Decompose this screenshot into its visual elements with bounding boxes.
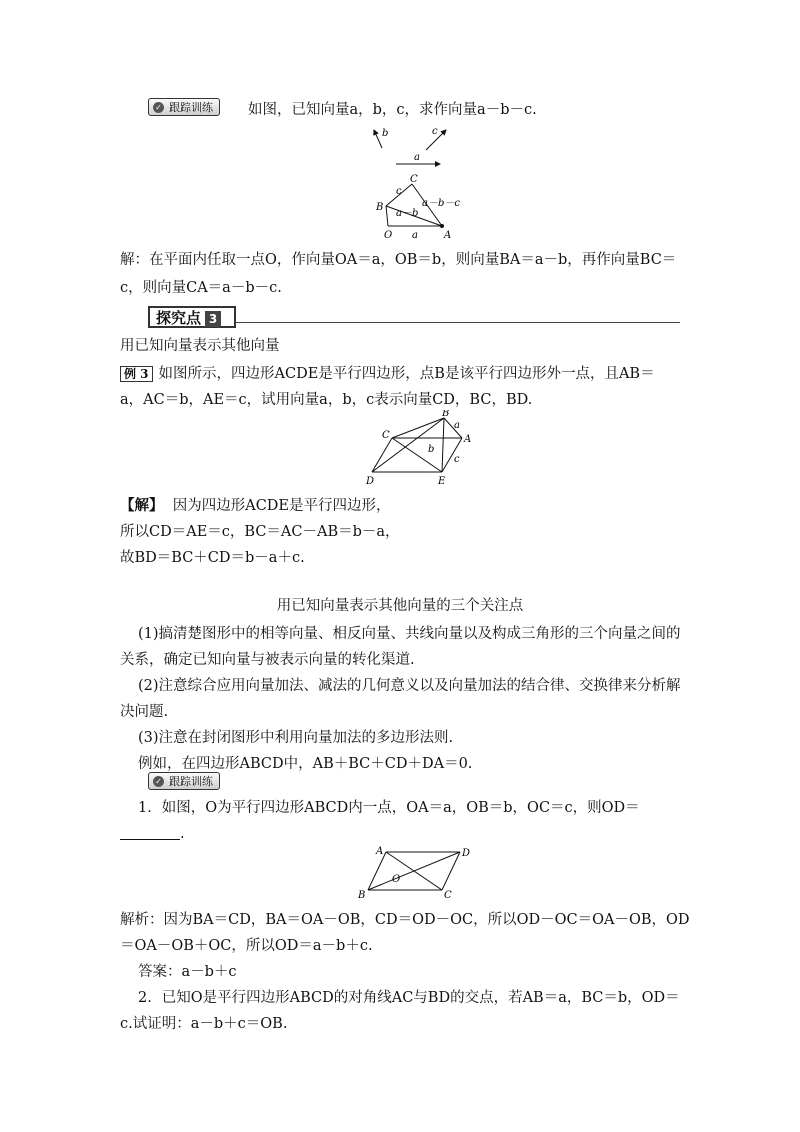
exercise-1-solution: 解析：因为BA＝CD，BA＝OA－OB，CD＝OD－OC，所以OD－OC＝OA－OB，OD xyxy=(120,912,690,928)
svg-text:O: O xyxy=(392,874,401,885)
check-icon: ✓ xyxy=(153,776,164,787)
svg-text:B: B xyxy=(358,890,366,901)
svg-text:O: O xyxy=(384,230,393,240)
svg-text:A: A xyxy=(444,230,452,240)
key-point-1-cont: 关系，确定已知向量与被表示向量的转化渠道. xyxy=(120,652,415,668)
svg-text:A: A xyxy=(464,434,472,445)
svg-text:D: D xyxy=(366,476,375,487)
parallelogram-figure-3 xyxy=(356,842,476,904)
exercise-2: 2．已知O是平行四边形ABCD的对角线AC与BD的交点，若AB＝a，BC＝b，OD＝ xyxy=(138,990,680,1006)
topic-title: 用已知向量表示其他向量 xyxy=(120,338,280,354)
svg-text:b: b xyxy=(428,444,435,455)
svg-text:c: c xyxy=(432,126,438,137)
exercise-2-cont: c.试证明：a－b＋c＝OB. xyxy=(120,1016,288,1032)
header-rule xyxy=(236,322,680,323)
example-3-line: a，AC＝b，AE＝c，试用向量a，b，c表示向量CD，BC，BD. xyxy=(120,392,533,408)
practice-badge: ✓ 跟踪训练 xyxy=(148,98,220,116)
svg-text:a－b: a－b xyxy=(396,208,419,219)
key-point-2-cont: 决问题. xyxy=(120,704,169,720)
explore-point-header: 探究点 3 xyxy=(148,306,236,328)
example-3-line: 例 3 如图所示，四边形ACDE是平行四边形，点B是该平行四边形外一点，且AB＝ xyxy=(120,360,680,388)
check-icon: ✓ xyxy=(153,102,164,113)
svg-text:C: C xyxy=(410,174,418,185)
svg-text:a－b－c: a－b－c xyxy=(422,198,460,209)
svg-text:E: E xyxy=(438,476,446,487)
svg-text:D: D xyxy=(462,848,471,859)
key-point-1: (1)搞清楚图形中的相等向量、相反向量、共线向量以及构成三角形的三个向量之间的 xyxy=(138,626,681,642)
svg-text:b: b xyxy=(382,128,389,139)
exercise-1-answer: 答案：a－b＋c xyxy=(138,964,237,980)
key-points-title: 用已知向量表示其他向量的三个关注点 xyxy=(276,598,524,614)
practice-badge: ✓ 跟踪训练 xyxy=(148,772,220,790)
svg-text:a: a xyxy=(454,420,460,431)
svg-text:C: C xyxy=(444,890,452,901)
svg-text:A: A xyxy=(376,846,384,857)
exercise-1-blank: . xyxy=(120,820,680,848)
svg-text:c: c xyxy=(454,454,460,465)
exercise-1-solution: ＝OA－OB＋OC，所以OD＝a－b＋c. xyxy=(120,938,373,954)
answer-blank xyxy=(120,825,180,840)
svg-text:B: B xyxy=(376,202,384,213)
vector-figure-1 xyxy=(360,120,470,240)
parallelogram-figure-2 xyxy=(362,410,472,490)
svg-text:a: a xyxy=(412,230,418,240)
exercise-1: 1．如图，O为平行四边形ABCD内一点，OA＝a，OB＝b，OC＝c，则OD＝ xyxy=(138,800,640,816)
svg-text:C: C xyxy=(382,430,390,441)
example-tag: 例 3 xyxy=(120,366,153,382)
key-point-2: (2)注意综合应用向量加法、减法的几何意义以及向量加法的结合律、交换律来分析解 xyxy=(138,678,681,694)
svg-text:a: a xyxy=(414,152,420,163)
svg-text:B: B xyxy=(442,410,450,419)
key-point-3: (3)注意在封闭图形中利用向量加法的多边形法则. xyxy=(138,730,454,746)
solution-line: c，则向量CA＝a－b－c. xyxy=(120,280,282,296)
solution-3-line: 所以CD＝AE＝c，BC＝AC－AB＝b－a， xyxy=(120,524,400,540)
svg-text:c: c xyxy=(396,186,402,197)
solution-3-line: 【解】 因为四边形ACDE是平行四边形， xyxy=(120,497,391,514)
solution-3-line: 故BD＝BC＋CD＝b－a＋c. xyxy=(120,550,305,566)
question-text: 如图，已知向量a，b，c，求作向量a－b－c. xyxy=(248,102,537,118)
solution-line: 解：在平面内任取一点O，作向量OA＝a，OB＝b，则向量BA＝a－b，再作向量BC＝ xyxy=(120,252,677,268)
key-point-example: 例如，在四边形ABCD中，AB＋BC＋CD＋DA＝0. xyxy=(138,756,473,772)
